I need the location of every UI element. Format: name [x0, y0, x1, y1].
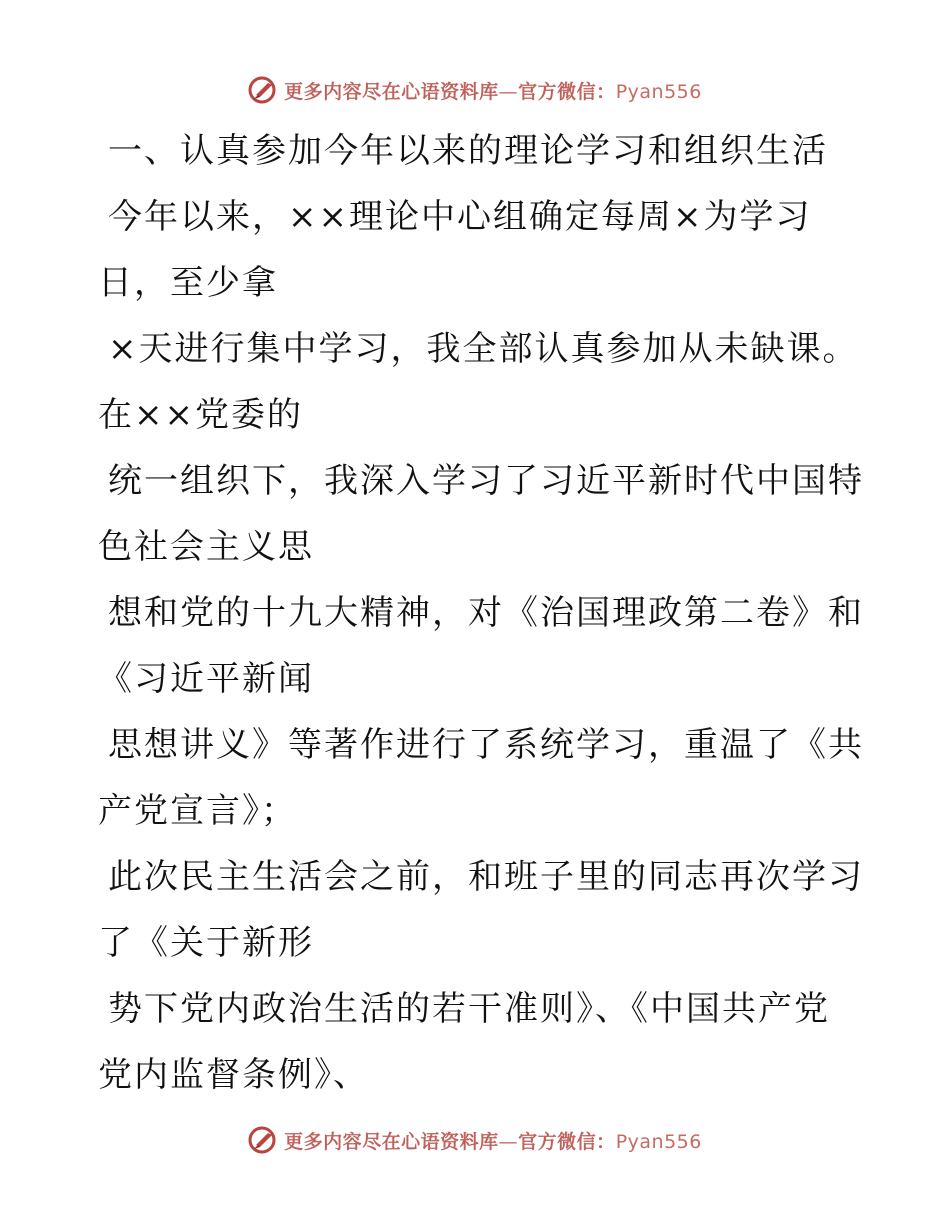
brand-text: 更多内容尽在心语资料库 — [284, 1130, 499, 1153]
banner-separator: — — [498, 1130, 519, 1153]
text-line: ×天进行集中学习，我全部认真参加从未缺课。 — [108, 329, 859, 369]
text-line: 统一组织下，我深入学习了习近平新时代中国特 — [108, 461, 864, 501]
text-line: 了《关于新形 — [98, 923, 314, 963]
banner-separator: — — [498, 80, 519, 103]
section-heading: 一、认真参加今年以来的理论学习和组织生活 — [108, 131, 828, 171]
text-line: 党内监督条例》、 — [98, 1055, 369, 1095]
text-line: 想和党的十九大精神，对《治国理政第二卷》和 — [108, 593, 864, 633]
text-line: 色社会主义思 — [98, 527, 314, 567]
header-banner-text — [284, 77, 702, 104]
brand-text: 更多内容尽在心语资料库 — [284, 80, 499, 103]
wechat-label: 官方微信： — [518, 1130, 616, 1153]
wechat-label: 官方微信： — [518, 80, 616, 103]
brand-logo-icon — [248, 75, 278, 105]
text-line: 日，至少拿 — [98, 263, 278, 303]
text-line: 《习近平新闻 — [98, 659, 314, 699]
footer-banner-text — [284, 1127, 702, 1154]
text-line: 产党宣言》； — [98, 791, 297, 831]
document-body — [98, 118, 864, 1108]
wechat-id: Pyan556 — [615, 1130, 702, 1153]
footer-banner — [0, 1120, 950, 1160]
text-line: 此次民主生活会之前，和班子里的同志再次学习 — [108, 857, 864, 897]
text-line: 今年以来，××理论中心组确定每周×为学习 — [108, 197, 812, 237]
wechat-id: Pyan556 — [615, 80, 702, 103]
text-line: 在××党委的 — [98, 395, 303, 435]
brand-logo-icon — [248, 1125, 278, 1155]
header-banner — [0, 70, 950, 110]
text-line: 思想讲义》等著作进行了系统学习，重温了《共 — [108, 725, 864, 765]
text-line: 势下党内政治生活的若干准则》、《中国共产党 — [108, 989, 830, 1029]
